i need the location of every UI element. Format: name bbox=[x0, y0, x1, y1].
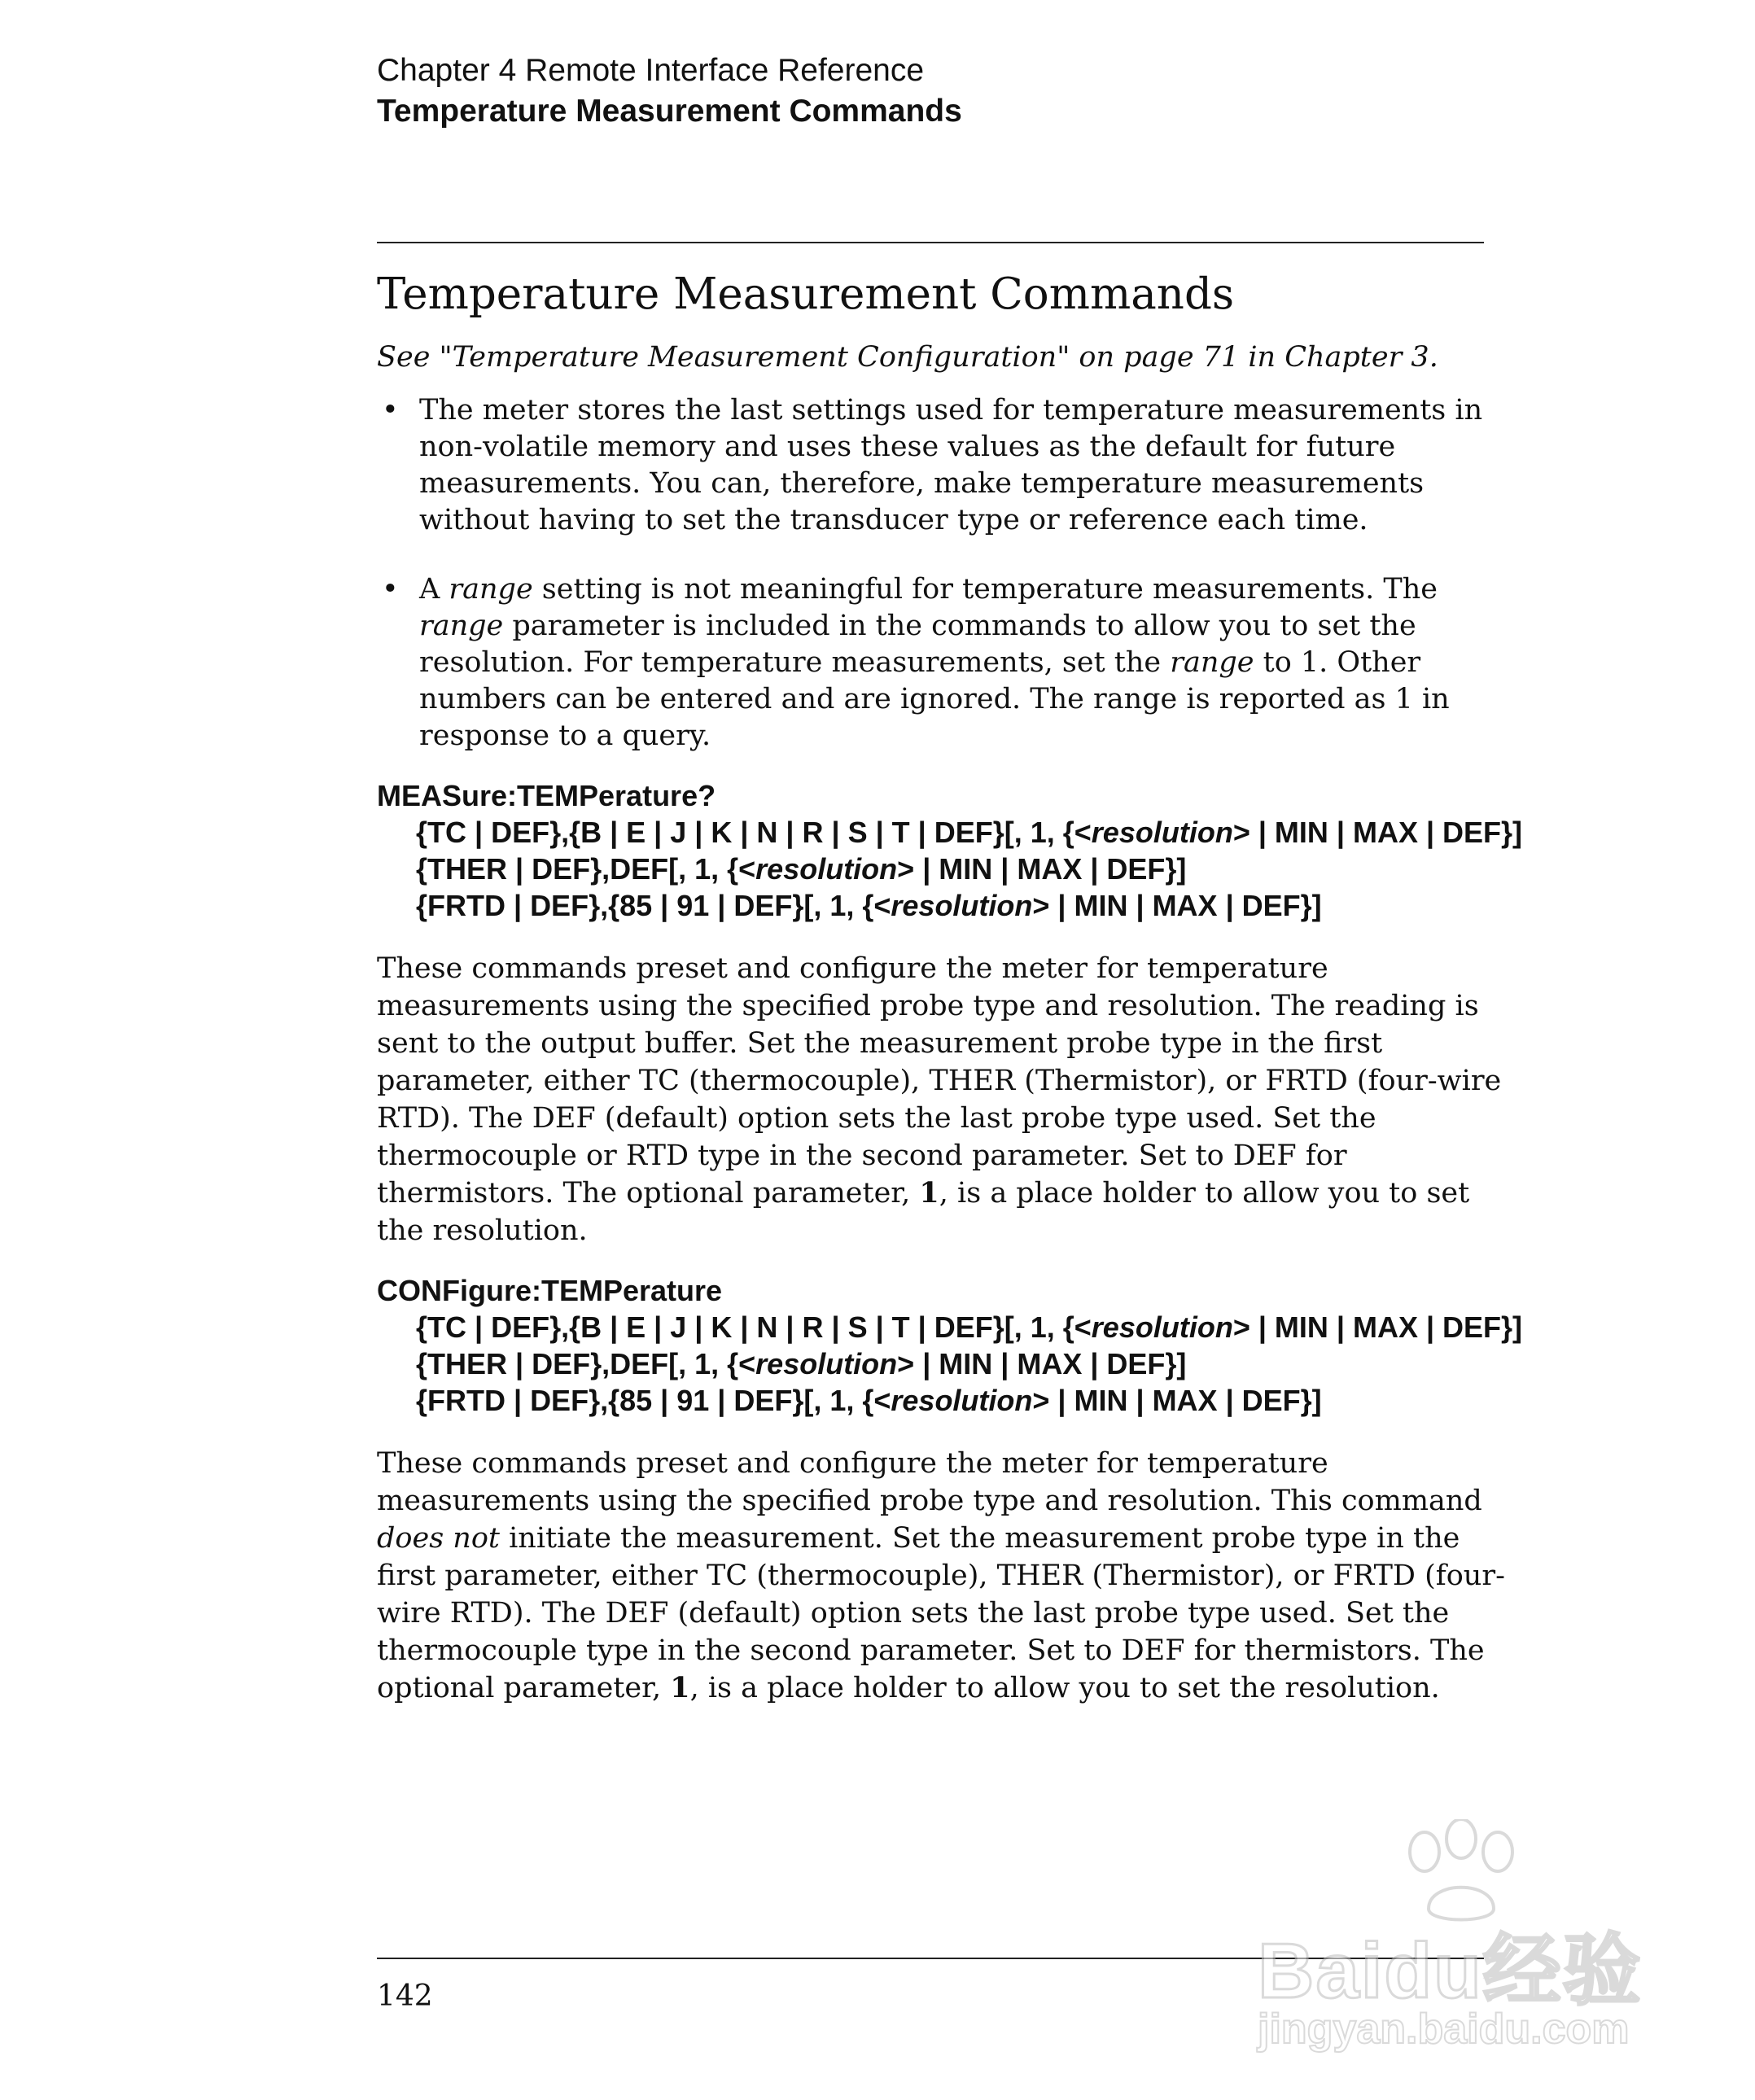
syntax-line-frtd: {FRTD | DEF},{85 | 91 | DEF}[, 1, {<resolution> | MIN | MAX | DEF}] bbox=[416, 889, 1322, 922]
top-rule bbox=[377, 242, 1484, 243]
syntax-line-frtd: {FRTD | DEF},{85 | 91 | DEF}[, 1, {<resolution> | MIN | MAX | DEF}] bbox=[416, 1384, 1322, 1417]
section-heading: Temperature Measurement Commands bbox=[377, 94, 962, 129]
configure-command-heading: CONFigure:TEMPerature bbox=[377, 1274, 723, 1307]
bullet-icon: • bbox=[382, 573, 399, 606]
watermark-logo-text: Baidu经验 bbox=[1258, 1927, 1643, 2015]
chapter-heading: Chapter 4 Remote Interface Reference bbox=[377, 53, 925, 88]
watermark-url: jingyan.baidu.com bbox=[1258, 2006, 1630, 2053]
syntax-line-ther: {THER | DEF},DEF[, 1, {<resolution> | MIN | MAX | DEF}] bbox=[416, 1347, 1187, 1380]
running-header bbox=[377, 50, 962, 132]
measure-description: These commands preset and configure the meter for temperature measurements using the specified probe type and resolution. The reading is sent to the output buffer. Set the measurement probe type in the first parameter, either TC (thermocouple), THER (Thermistor), or FRTD (four-wire RTD). The DEF (default) option sets the last probe type used. Set the thermocouple or RTD type in the second parameter. Set to DEF for thermistors. The optional parameter, 1, is a place holder to allow you to set the resolution. bbox=[377, 952, 1502, 1247]
page-number: 142 bbox=[377, 1980, 433, 2013]
list-item-text: A range setting is not meaningful for temperature measurements. The range parameter is included in the commands to allow you to set the resolution. For temperature measurements, set the range to 1. Other numbers can be entered and are ignored. The range is reported as 1 in response to a query. bbox=[419, 573, 1450, 752]
list-item bbox=[377, 571, 1500, 755]
bullet-icon: • bbox=[382, 394, 399, 427]
configure-description: These commands preset and configure the meter for temperature measurements using the specified probe type and resolution. This command does not initiate the measurement. Set the measurement probe type in the first parameter, either TC (thermocouple), THER (Thermistor), or FRTD (four-wire RTD). The DEF (default) option sets the last probe type used. Set the thermocouple type in the second parameter. Set to DEF for thermistors. The optional parameter, 1, is a place holder to allow you to set the resolution. bbox=[377, 1447, 1505, 1704]
notes-list bbox=[377, 392, 1500, 755]
page-title: Temperature Measurement Commands bbox=[377, 269, 1235, 319]
syntax-line-ther: {THER | DEF},DEF[, 1, {<resolution> | MIN | MAX | DEF}] bbox=[416, 852, 1187, 886]
cross-reference: See "Temperature Measurement Configuration" on page 71 in Chapter 3. bbox=[377, 341, 1438, 374]
measure-syntax bbox=[377, 814, 1598, 924]
page-content bbox=[377, 260, 1598, 1707]
list-item bbox=[377, 392, 1500, 539]
measure-command-heading: MEASure:TEMPerature? bbox=[377, 779, 716, 812]
list-item-text: The meter stores the last settings used for temperature measurements in non-volatile memory and uses these values as the default for future measurements. You can, therefore, make temperature measurements without having to set the transducer type or reference each time. bbox=[419, 394, 1483, 536]
watermark bbox=[1258, 1819, 1681, 2055]
syntax-line-tc: {TC | DEF},{B | E | J | K | N | R | S | T | DEF}[, 1, {<resolution> | MIN | MAX | DEF}] bbox=[416, 816, 1523, 849]
syntax-line-tc: {TC | DEF},{B | E | J | K | N | R | S | T | DEF}[, 1, {<resolution> | MIN | MAX | DEF}] bbox=[416, 1310, 1523, 1344]
configure-syntax bbox=[377, 1309, 1598, 1419]
